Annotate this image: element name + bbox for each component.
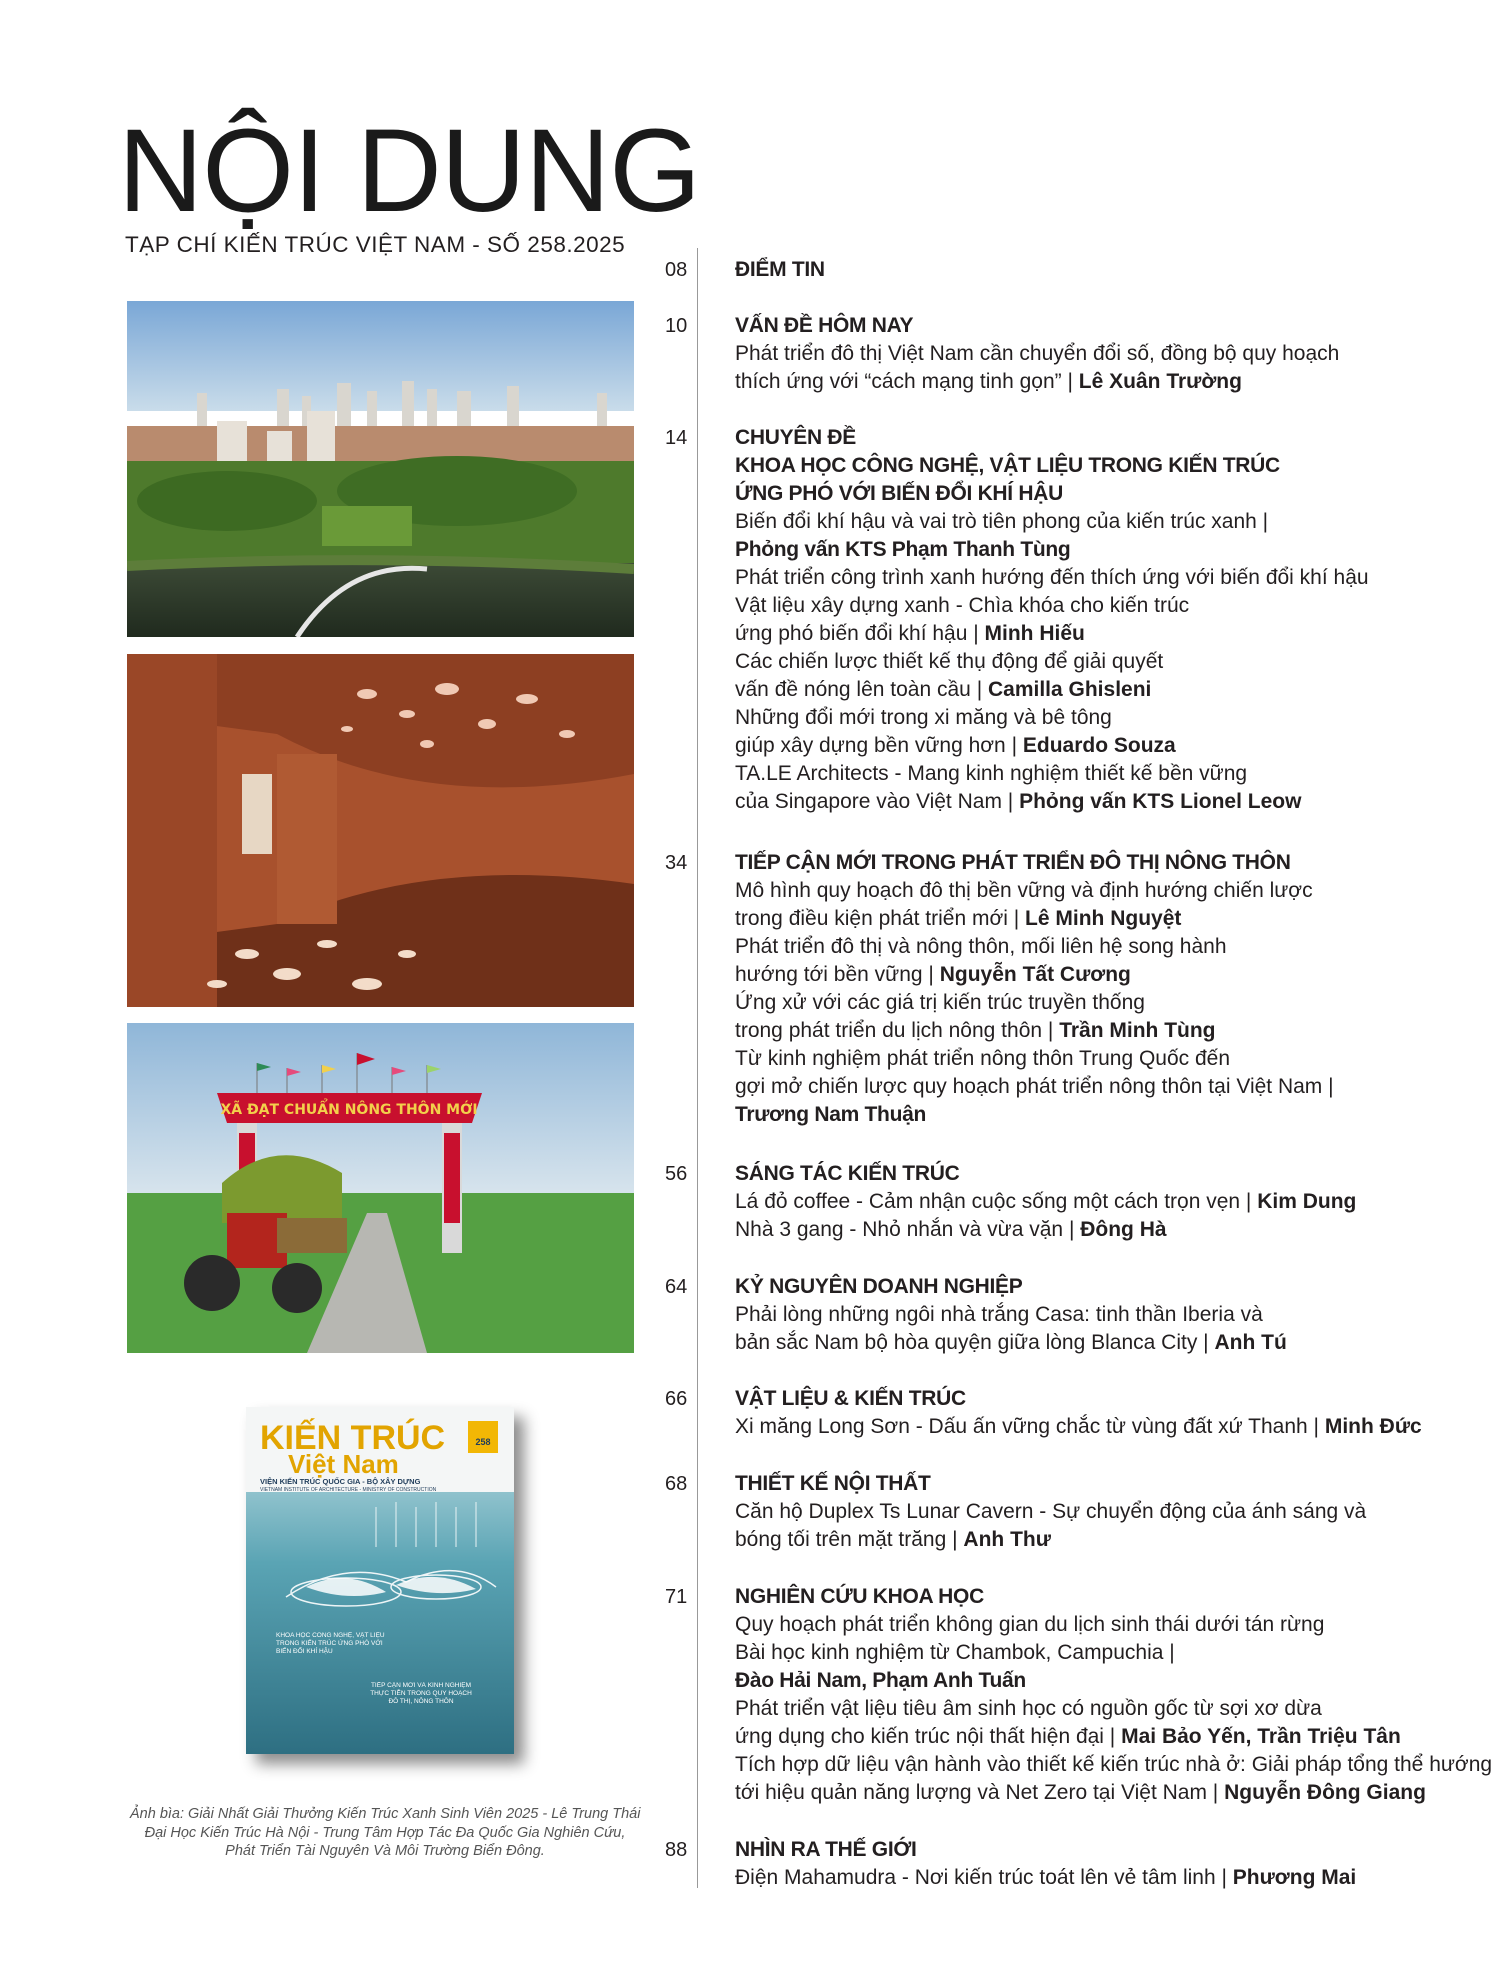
toc-entry-line — [735, 1695, 1475, 1723]
toc-line-text: TA.LE Architects - Mang kinh nghiệm thiết kế bền vững — [735, 762, 1248, 785]
toc-author: Kim Dung — [1257, 1190, 1357, 1213]
toc-entry-line — [735, 368, 1475, 396]
toc-line-text: Biến đổi khí hậu và vai trò tiên phong của kiến trúc xanh | — [735, 510, 1269, 533]
toc-heading — [735, 1160, 1475, 1188]
toc-divider — [697, 248, 698, 1888]
toc-page-number: 08 — [665, 259, 688, 281]
toc-heading — [735, 536, 1475, 564]
toc-line-text: Mô hình quy hoạch đô thị bền vững và định hướng chiến lược — [735, 879, 1313, 902]
toc-page-number: 68 — [665, 1473, 688, 1495]
toc-page-number: 88 — [665, 1839, 688, 1861]
toc-author: Lê Xuân Trường — [1078, 370, 1242, 393]
toc-entry-line — [735, 340, 1475, 368]
toc-author: Minh Hiếu — [984, 622, 1085, 645]
toc-entry-line — [735, 1526, 1475, 1554]
toc-author: Đông Hà — [1080, 1218, 1167, 1241]
toc-entry-line — [735, 1073, 1475, 1101]
toc-author: Phỏng vấn KTS Lionel Leow — [1019, 790, 1302, 813]
toc-heading — [735, 1101, 1475, 1129]
caption-line: Ảnh bìa: Giải Nhất Giải Thưởng Kiến Trúc Xanh Sinh Viên 2025 - Lê Trung Thái — [130, 1806, 641, 1822]
toc-author: Lê Minh Nguyệt — [1025, 907, 1182, 930]
toc-entry-line — [735, 508, 1475, 536]
toc-entry-line — [735, 1188, 1475, 1216]
toc-line-text: NGHIÊN CỨU KHOA HỌC — [735, 1585, 984, 1608]
toc-heading — [735, 1836, 1475, 1864]
toc-heading — [735, 1470, 1475, 1498]
toc-line-text: trong điều kiện phát triển mới | — [735, 907, 1026, 930]
toc-line-text: TIẾP CẬN MỚI TRONG PHÁT TRIỂN ĐÔ THỊ NÔNG THÔN — [735, 851, 1291, 874]
toc-entry-line — [735, 933, 1475, 961]
gate-banner-text: XÃ ĐẠT CHUẨN NÔNG THÔN MỚI — [220, 1102, 478, 1118]
toc-entry-line — [735, 760, 1475, 788]
toc-entry-line — [735, 877, 1475, 905]
toc-entry-line — [735, 1751, 1493, 1779]
toc-page-number: 10 — [665, 315, 688, 337]
toc-heading — [735, 1273, 1475, 1301]
toc-line-text: Phát triển đô thị và nông thôn, mối liên hệ song hành — [735, 935, 1227, 958]
toc-entry-line — [735, 620, 1475, 648]
toc-page-number: 71 — [665, 1586, 688, 1608]
toc-heading — [735, 1385, 1475, 1413]
toc-entry-line — [735, 1498, 1475, 1526]
toc-entry-line — [735, 676, 1475, 704]
toc-line-text: Phát triển đô thị Việt Nam cần chuyển đổi số, đồng bộ quy hoạch — [735, 342, 1340, 365]
cover-topic-2: TIẾP CẬN MỚI VÀ KINH NGHIỆM THỰC TIỄN TRONG QUY HOẠCH ĐÔ THỊ, NÔNG THÔN — [370, 1682, 472, 1705]
toc-entry-line — [735, 989, 1475, 1017]
toc-line-text: Phát triển công trình xanh hướng đến thích ứng với biến đổi khí hậu — [735, 566, 1369, 589]
toc-line-text: giúp xây dựng bền vững hơn | — [735, 734, 1023, 757]
toc-line-text: Các chiến lược thiết kế thụ động để giải quyết — [735, 650, 1164, 673]
toc-entry-line — [735, 1779, 1475, 1807]
rural-gate-photo — [127, 1023, 634, 1353]
toc-page-number: 66 — [665, 1388, 688, 1410]
toc-line-text: gợi mở chiến lược quy hoạch phát triển nông thôn tại Việt Nam | — [735, 1075, 1334, 1098]
toc-line-text: Từ kinh nghiệm phát triển nông thôn Trung Quốc đến — [735, 1047, 1231, 1070]
toc-line-text: Nhà 3 gang - Nhỏ nhắn và vừa vặn | — [735, 1218, 1081, 1241]
urban-river-photo — [127, 301, 634, 637]
toc-entry-line — [735, 1301, 1475, 1329]
toc-entry-line — [735, 905, 1475, 933]
toc-entry-line — [735, 1216, 1475, 1244]
toc-line-text: KHOA HỌC CÔNG NGHỆ, VẬT LIỆU TRONG KIẾN TRÚC — [735, 454, 1280, 477]
page-title: NỘI DUNG — [118, 105, 700, 237]
toc-line-text: hướng tới bền vững | — [735, 963, 940, 986]
toc-line-text: ỨNG PHÓ VỚI BIẾN ĐỔI KHÍ HẬU — [735, 482, 1063, 505]
caption-line: Đại Học Kiến Trúc Hà Nội - Trung Tâm Hợp Tác Đa Quốc Gia Nghiên Cứu, — [144, 1824, 626, 1841]
toc-author: Anh Tú — [1214, 1331, 1287, 1354]
magazine-cover-image — [246, 1407, 514, 1754]
cover-caption — [130, 1805, 640, 1861]
toc-heading — [735, 312, 1475, 340]
toc-entry-line — [735, 1639, 1475, 1667]
toc-author: Phương Mai — [1232, 1866, 1357, 1889]
toc-line-text: ĐIỂM TIN — [735, 258, 825, 281]
toc-line-text: KỶ NGUYÊN DOANH NGHIỆP — [735, 1275, 1023, 1298]
toc-line-text: Căn hộ Duplex Ts Lunar Cavern - Sự chuyển động của ánh sáng và — [735, 1500, 1367, 1523]
cover-topic-1: KHOA HỌC CÔNG NGHỆ, VẬT LIỆU TRONG KIẾN TRÚC ỨNG PHÓ VỚI BIẾN ĐỔI KHÍ HẬU — [276, 1632, 385, 1655]
caption-line: Phát Triển Tài Nguyên Và Môi Trường Biển Đông. — [225, 1843, 545, 1859]
toc-line-text: vấn đề nóng lên toàn cầu | — [735, 678, 988, 701]
toc-entry-line — [735, 704, 1475, 732]
toc-line-text: thích ứng với “cách mạng tinh gọn” | — [735, 370, 1079, 393]
toc-entry-line — [735, 788, 1475, 816]
toc-entry-line — [735, 1413, 1475, 1441]
toc-heading — [735, 1583, 1475, 1611]
toc-heading — [735, 256, 1475, 284]
toc-line-text: Quy hoạch phát triển không gian du lịch sinh thái dưới tán rừng — [735, 1613, 1325, 1636]
cover-publisher-en: VIETNAM INSTITUTE OF ARCHITECTURE - MINISTRY OF CONSTRUCTION — [260, 1487, 437, 1493]
toc-heading — [735, 849, 1475, 877]
toc-line-text: ứng dụng cho kiến trúc nội thất hiện đại | — [735, 1725, 1122, 1748]
toc-line-text: của Singapore vào Việt Nam | — [735, 790, 1020, 813]
toc-line-text: Ứng xử với các giá trị kiến trúc truyền thống — [735, 991, 1145, 1014]
toc-line-text: Xi măng Long Sơn - Dấu ấn vững chắc từ vùng đất xứ Thanh | — [735, 1415, 1325, 1438]
toc-line-text: NHÌN RA THẾ GIỚI — [735, 1838, 917, 1861]
toc-line-text: Điện Mahamudra - Nơi kiến trúc toát lên vẻ tâm linh | — [735, 1866, 1233, 1889]
toc-entry-line — [735, 592, 1475, 620]
toc-author: Anh Thư — [963, 1528, 1051, 1551]
toc-line-text: VẤN ĐỀ HÔM NAY — [735, 314, 914, 337]
toc-author: Trần Minh Tùng — [1059, 1019, 1216, 1042]
toc-line-text: Phải lòng những ngôi nhà trắng Casa: tinh thần Iberia và — [735, 1303, 1263, 1326]
toc-line-text: trong phát triển du lịch nông thôn | — [735, 1019, 1060, 1042]
toc-line-text: VẬT LIỆU & KIẾN TRÚC — [735, 1387, 966, 1410]
toc-line-text: Trương Nam Thuận — [735, 1103, 927, 1126]
magazine-issue-subtitle: TẠP CHÍ KIẾN TRÚC VIỆT NAM - SỐ 258.2025 — [125, 232, 626, 257]
toc-line-text: Lá đỏ coffee - Cảm nhận cuộc sống một cách trọn vẹn | — [735, 1190, 1258, 1213]
toc-line-text: Phát triển vật liệu tiêu âm sinh học có nguồn gốc từ sợi xơ dừa — [735, 1697, 1322, 1720]
toc-line-text: bản sắc Nam bộ hòa quyện giữa lòng Blanca City | — [735, 1331, 1215, 1354]
toc-author: Mai Bảo Yến, Trần Triệu Tân — [1121, 1725, 1401, 1748]
toc-entry-line — [735, 961, 1475, 989]
brick-corridor-photo — [127, 654, 634, 1007]
toc-line-text: SÁNG TÁC KIẾN TRÚC — [735, 1162, 960, 1185]
toc-page-number: 34 — [665, 852, 688, 874]
toc-line-text: Đào Hải Nam, Phạm Anh Tuấn — [735, 1669, 1026, 1692]
toc-author: Camilla Ghisleni — [987, 678, 1152, 701]
toc-author: Minh Đức — [1324, 1415, 1422, 1438]
toc-line-text: ứng phó biến đổi khí hậu | — [735, 622, 985, 645]
toc-entry-line — [735, 1017, 1475, 1045]
toc-line-text: Tích hợp dữ liệu vận hành vào thiết kế kiến trúc nhà ở: Giải pháp tổng thể hướng — [735, 1753, 1493, 1776]
toc-line-text: THIẾT KẾ NỘI THẤT — [735, 1472, 931, 1495]
toc-line-text: Phỏng vấn KTS Phạm Thanh Tùng — [735, 538, 1071, 561]
toc-entry-line — [735, 648, 1475, 676]
cover-logo-line1: KIẾN TRÚC — [260, 1419, 446, 1457]
toc-entry-line — [735, 1864, 1475, 1892]
toc-author: Nguyễn Đông Giang — [1224, 1781, 1426, 1804]
toc-heading — [735, 1667, 1475, 1695]
toc-entry-line — [735, 1329, 1475, 1357]
toc-line-text: Những đổi mới trong xi măng và bê tông — [735, 706, 1112, 729]
toc-author: Eduardo Souza — [1022, 734, 1176, 757]
toc-line-text: tới hiệu quản năng lượng và Net Zero tại Việt Nam | — [735, 1781, 1225, 1804]
toc-entry-line — [735, 732, 1475, 760]
toc-line-text: Bài học kinh nghiệm từ Chambok, Campuchia | — [735, 1641, 1175, 1664]
toc-page-number: 14 — [665, 427, 688, 449]
toc-author: Nguyễn Tất Cương — [939, 963, 1131, 986]
toc-entry-line — [735, 1611, 1475, 1639]
toc-line-text: bóng tối trên mặt trăng | — [735, 1528, 964, 1551]
toc-heading — [735, 480, 1475, 508]
toc-entry-line — [735, 1723, 1475, 1751]
cover-publisher: VIỆN KIẾN TRÚC QUỐC GIA - BỘ XÂY DỰNG — [260, 1477, 421, 1486]
toc-line-text: CHUYÊN ĐỀ — [735, 426, 856, 449]
toc-line-text: Vật liệu xây dựng xanh - Chìa khóa cho kiến trúc — [735, 594, 1190, 617]
cover-issue-number: 258 — [475, 1437, 491, 1447]
toc-heading — [735, 452, 1475, 480]
cover-logo-line2: Việt Nam — [288, 1449, 399, 1479]
toc-page-number: 56 — [665, 1163, 688, 1185]
toc-entry-line — [735, 1045, 1475, 1073]
toc-entry-line — [735, 564, 1475, 592]
toc-page-number: 64 — [665, 1276, 688, 1298]
toc-heading — [735, 424, 1475, 452]
